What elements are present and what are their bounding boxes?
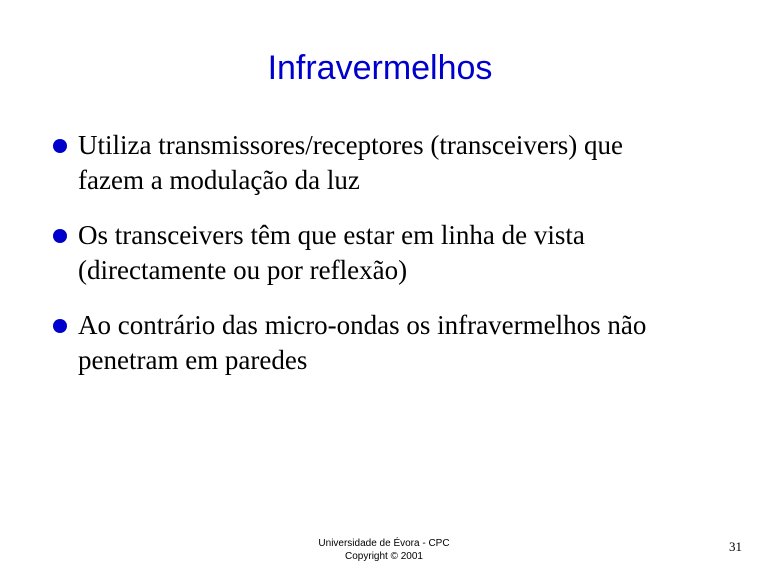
bullet-dot-icon <box>53 139 67 153</box>
bullet-line: penetram em paredes <box>78 345 308 375</box>
footer-credits <box>284 537 484 563</box>
bullet-line: Os transceivers têm que estar em linha de vista <box>78 220 585 250</box>
footer-copyright: Copyright © 2001 <box>345 551 423 562</box>
page-number: 31 <box>729 539 742 554</box>
slide-title: Infravermelhos <box>267 49 493 87</box>
bullet-line: (directamente ou por reflexão) <box>78 255 408 285</box>
bullet-text <box>78 218 738 288</box>
bullet-dot-icon <box>53 319 67 333</box>
footer-institution: Universidade de Évora - CPC <box>318 538 450 549</box>
bullet-line: fazem a modulação da luz <box>78 165 360 195</box>
bullet-line: Ao contrário das micro-ondas os infravermelhos não <box>78 310 647 340</box>
bullet-dot-icon <box>53 229 67 243</box>
bullet-text <box>78 308 738 378</box>
bullet-text <box>78 128 738 198</box>
bullet-line: Utiliza transmissores/receptores (transceivers) que <box>78 130 624 160</box>
